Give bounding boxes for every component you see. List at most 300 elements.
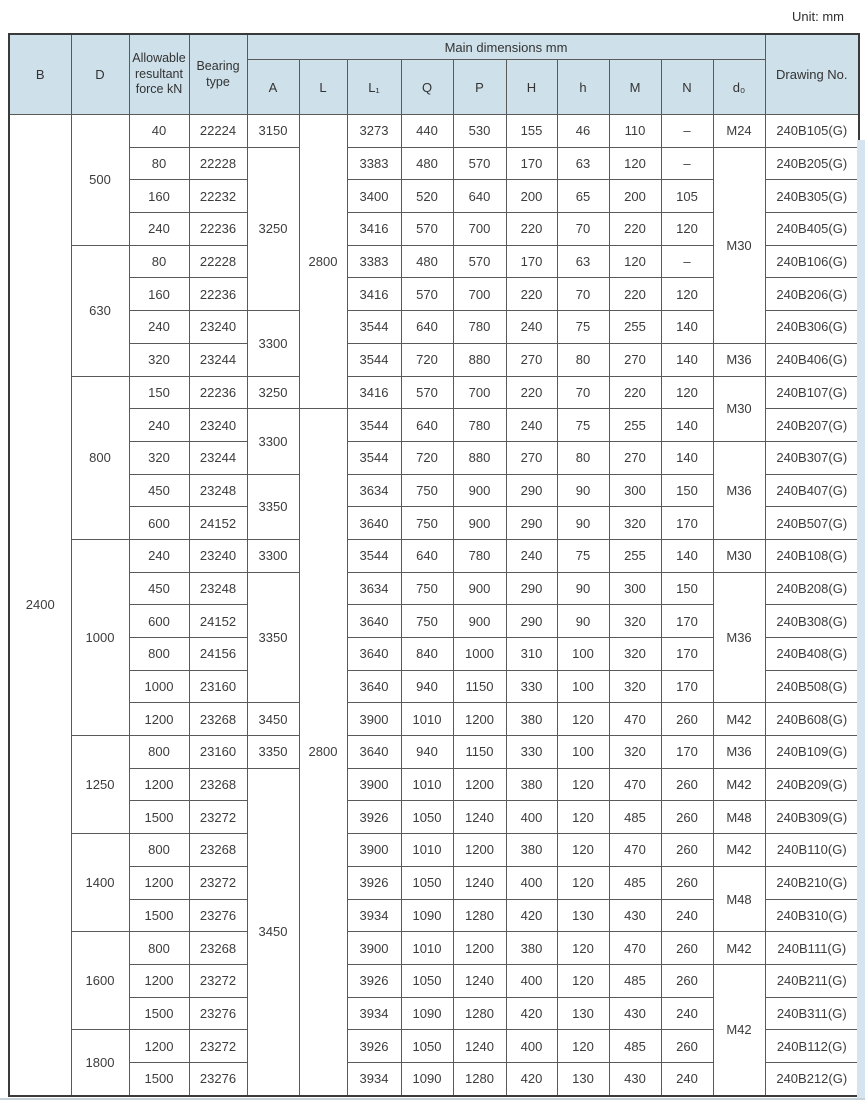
- cell-bearing-type: 23240: [189, 539, 247, 572]
- cell-force: 240: [129, 213, 189, 246]
- cell-h-lower: 90: [557, 605, 609, 638]
- cell-h-lower: 130: [557, 899, 609, 932]
- cell-bearing-type: 23276: [189, 997, 247, 1030]
- cell-a: 3250: [247, 376, 299, 409]
- cell-m: 270: [609, 441, 661, 474]
- cell-n: 140: [661, 409, 713, 442]
- cell-p: 1240: [453, 1030, 506, 1063]
- cell-m: 200: [609, 180, 661, 213]
- cell-force: 600: [129, 507, 189, 540]
- cell-l1: 3416: [347, 278, 401, 311]
- col-header-bearing-type: Bearing type: [189, 34, 247, 115]
- cell-h-upper: 270: [506, 441, 557, 474]
- cell-p: 700: [453, 278, 506, 311]
- cell-q: 1010: [401, 768, 453, 801]
- cell-drawing-no: 240B107(G): [765, 376, 859, 409]
- cell-drawing-no: 240B210(G): [765, 866, 859, 899]
- cell-bearing-type: 23272: [189, 801, 247, 834]
- cell-q: 570: [401, 213, 453, 246]
- cell-d: 1250: [71, 736, 129, 834]
- cell-h-lower: 70: [557, 213, 609, 246]
- cell-a: 3300: [247, 409, 299, 474]
- cell-m: 485: [609, 964, 661, 997]
- cell-p: 640: [453, 180, 506, 213]
- cell-h-lower: 130: [557, 997, 609, 1030]
- cell-l1: 3544: [347, 441, 401, 474]
- cell-d0: M24: [713, 115, 765, 148]
- cell-d0: M36: [713, 736, 765, 769]
- cell-n: 170: [661, 605, 713, 638]
- cell-h-upper: 270: [506, 343, 557, 376]
- cell-p: 1200: [453, 834, 506, 867]
- cell-force: 320: [129, 343, 189, 376]
- cell-m: 320: [609, 638, 661, 671]
- cell-bearing-type: 22224: [189, 115, 247, 148]
- table-row: [9, 441, 859, 474]
- cell-p: 700: [453, 213, 506, 246]
- cell-q: 750: [401, 474, 453, 507]
- cell-q: 1090: [401, 997, 453, 1030]
- cell-m: 320: [609, 605, 661, 638]
- cell-drawing-no: 240B309(G): [765, 801, 859, 834]
- cell-drawing-no: 240B508(G): [765, 670, 859, 703]
- cell-h-lower: 90: [557, 507, 609, 540]
- col-header-allowable-force: Allowable resultant force kN: [129, 34, 189, 115]
- cell-h-upper: 240: [506, 539, 557, 572]
- cell-h-upper: 400: [506, 866, 557, 899]
- table-row: [9, 147, 859, 180]
- cell-n: 150: [661, 474, 713, 507]
- cell-h-upper: 170: [506, 147, 557, 180]
- cell-l1: 3900: [347, 703, 401, 736]
- cell-h-lower: 100: [557, 670, 609, 703]
- cell-d0: M36: [713, 441, 765, 539]
- col-header-d: D: [71, 34, 129, 115]
- cell-n: 260: [661, 834, 713, 867]
- cell-p: 1240: [453, 866, 506, 899]
- cell-p: 1200: [453, 768, 506, 801]
- cell-n: 260: [661, 1030, 713, 1063]
- cell-n: 170: [661, 638, 713, 671]
- table-row: [9, 932, 859, 965]
- cell-a: 3150: [247, 115, 299, 148]
- cell-l1: 3383: [347, 245, 401, 278]
- cell-m: 120: [609, 245, 661, 278]
- table-row: [9, 572, 859, 605]
- cell-force: 1000: [129, 670, 189, 703]
- cell-l1: 3640: [347, 736, 401, 769]
- table-header: [9, 34, 859, 115]
- cell-h-upper: 330: [506, 736, 557, 769]
- cell-drawing-no: 240B407(G): [765, 474, 859, 507]
- cell-p: 880: [453, 441, 506, 474]
- cell-h-lower: 65: [557, 180, 609, 213]
- cell-h-lower: 100: [557, 736, 609, 769]
- cell-bearing-type: 22236: [189, 376, 247, 409]
- cell-h-upper: 400: [506, 964, 557, 997]
- cell-h-upper: 155: [506, 115, 557, 148]
- cell-n: 260: [661, 768, 713, 801]
- cell-bearing-type: 23160: [189, 736, 247, 769]
- cell-m: 485: [609, 801, 661, 834]
- cell-force: 150: [129, 376, 189, 409]
- cell-h-lower: 80: [557, 343, 609, 376]
- header-row-top: [9, 34, 859, 60]
- col-header-drawing-no: Drawing No.: [765, 34, 859, 115]
- table-row: [9, 736, 859, 769]
- cell-bearing-type: 23272: [189, 964, 247, 997]
- cell-force: 800: [129, 638, 189, 671]
- cell-q: 640: [401, 539, 453, 572]
- cell-force: 800: [129, 932, 189, 965]
- cell-l1: 3416: [347, 376, 401, 409]
- cell-m: 320: [609, 670, 661, 703]
- cell-p: 780: [453, 311, 506, 344]
- cell-d0: M48: [713, 866, 765, 931]
- cell-force: 800: [129, 736, 189, 769]
- cell-bearing-type: 22228: [189, 245, 247, 278]
- cell-drawing-no: 240B109(G): [765, 736, 859, 769]
- cell-d0: M30: [713, 376, 765, 441]
- table-body: [9, 115, 859, 1096]
- cell-d0: M42: [713, 768, 765, 801]
- cell-bearing-type: 23240: [189, 311, 247, 344]
- cell-l1: 3926: [347, 1030, 401, 1063]
- cell-h-upper: 200: [506, 180, 557, 213]
- cell-m: 255: [609, 409, 661, 442]
- cell-n: 260: [661, 703, 713, 736]
- cell-p: 1150: [453, 670, 506, 703]
- cell-h-lower: 120: [557, 801, 609, 834]
- cell-h-lower: 75: [557, 539, 609, 572]
- cell-bearing-type: 24152: [189, 605, 247, 638]
- cell-drawing-no: 240B307(G): [765, 441, 859, 474]
- cell-m: 320: [609, 736, 661, 769]
- cell-p: 900: [453, 507, 506, 540]
- cell-q: 720: [401, 441, 453, 474]
- cell-m: 110: [609, 115, 661, 148]
- cell-h-lower: 63: [557, 245, 609, 278]
- cell-p: 1150: [453, 736, 506, 769]
- cell-b: 2400: [9, 115, 71, 1096]
- col-header-l1: L₁: [347, 60, 401, 115]
- col-header-a: A: [247, 60, 299, 115]
- cell-q: 440: [401, 115, 453, 148]
- cell-h-lower: 120: [557, 703, 609, 736]
- col-header-h-upper: H: [506, 60, 557, 115]
- cell-bearing-type: 23268: [189, 768, 247, 801]
- cell-p: 1000: [453, 638, 506, 671]
- cell-n: 260: [661, 801, 713, 834]
- cell-drawing-no: 240B208(G): [765, 572, 859, 605]
- cell-n: 140: [661, 539, 713, 572]
- cell-h-upper: 420: [506, 1062, 557, 1095]
- cell-force: 240: [129, 311, 189, 344]
- cell-l1: 3273: [347, 115, 401, 148]
- cell-p: 1200: [453, 932, 506, 965]
- cell-h-upper: 290: [506, 507, 557, 540]
- cell-p: 1240: [453, 801, 506, 834]
- cell-l1: 3640: [347, 670, 401, 703]
- cell-n: –: [661, 115, 713, 148]
- cell-h-lower: 120: [557, 964, 609, 997]
- table-row: [9, 343, 859, 376]
- cell-drawing-no: 240B405(G): [765, 213, 859, 246]
- cell-bearing-type: 23272: [189, 866, 247, 899]
- cell-m: 255: [609, 539, 661, 572]
- cell-l1: 3383: [347, 147, 401, 180]
- cell-q: 640: [401, 409, 453, 442]
- cell-h-upper: 290: [506, 572, 557, 605]
- col-header-m: M: [609, 60, 661, 115]
- col-header-l: L: [299, 60, 347, 115]
- cell-p: 880: [453, 343, 506, 376]
- col-header-p: P: [453, 60, 506, 115]
- cell-q: 570: [401, 376, 453, 409]
- col-header-d0: d₀: [713, 60, 765, 115]
- col-header-main-dimensions: Main dimensions mm: [247, 34, 765, 60]
- cell-a: 3350: [247, 474, 299, 539]
- cell-q: 1050: [401, 866, 453, 899]
- cell-bearing-type: 24156: [189, 638, 247, 671]
- cell-m: 300: [609, 572, 661, 605]
- cell-force: 1200: [129, 866, 189, 899]
- cell-q: 1050: [401, 1030, 453, 1063]
- cell-force: 160: [129, 278, 189, 311]
- cell-m: 320: [609, 507, 661, 540]
- cell-m: 470: [609, 703, 661, 736]
- cell-p: 900: [453, 572, 506, 605]
- cell-drawing-no: 240B111(G): [765, 932, 859, 965]
- cell-bearing-type: 23248: [189, 572, 247, 605]
- cell-h-upper: 380: [506, 703, 557, 736]
- cell-n: 170: [661, 736, 713, 769]
- cell-p: 1240: [453, 964, 506, 997]
- cell-n: 120: [661, 376, 713, 409]
- table-row: [9, 539, 859, 572]
- cell-m: 470: [609, 932, 661, 965]
- cell-m: 470: [609, 768, 661, 801]
- cell-n: 170: [661, 670, 713, 703]
- cell-l1: 3934: [347, 1062, 401, 1095]
- cell-l1: 3634: [347, 474, 401, 507]
- cell-force: 80: [129, 147, 189, 180]
- cell-drawing-no: 240B306(G): [765, 311, 859, 344]
- cell-h-upper: 400: [506, 801, 557, 834]
- cell-h-lower: 63: [557, 147, 609, 180]
- cell-d: 1400: [71, 834, 129, 932]
- cell-force: 320: [129, 441, 189, 474]
- cell-n: 120: [661, 213, 713, 246]
- cell-l1: 3926: [347, 964, 401, 997]
- cell-force: 240: [129, 539, 189, 572]
- cell-n: 150: [661, 572, 713, 605]
- cell-q: 750: [401, 572, 453, 605]
- cell-drawing-no: 240B311(G): [765, 997, 859, 1030]
- table-row: [9, 834, 859, 867]
- cell-m: 485: [609, 866, 661, 899]
- cell-drawing-no: 240B207(G): [765, 409, 859, 442]
- cell-p: 780: [453, 539, 506, 572]
- cell-drawing-no: 240B308(G): [765, 605, 859, 638]
- cell-m: 470: [609, 834, 661, 867]
- cell-d0: M42: [713, 834, 765, 867]
- table-row: [9, 768, 859, 801]
- cell-h-lower: 120: [557, 834, 609, 867]
- cell-l1: 3934: [347, 997, 401, 1030]
- cell-bearing-type: 23268: [189, 834, 247, 867]
- cell-drawing-no: 240B507(G): [765, 507, 859, 540]
- cell-force: 1500: [129, 801, 189, 834]
- cell-h-upper: 420: [506, 899, 557, 932]
- cell-n: 170: [661, 507, 713, 540]
- cell-force: 1200: [129, 964, 189, 997]
- cell-p: 1200: [453, 703, 506, 736]
- cell-a: 3350: [247, 736, 299, 769]
- cell-bearing-type: 23276: [189, 899, 247, 932]
- cell-p: 1280: [453, 899, 506, 932]
- cell-force: 1500: [129, 899, 189, 932]
- cell-l1: 3634: [347, 572, 401, 605]
- cell-bearing-type: 23244: [189, 441, 247, 474]
- cell-l1: 3640: [347, 638, 401, 671]
- cell-force: 800: [129, 834, 189, 867]
- cell-m: 220: [609, 213, 661, 246]
- cell-h-upper: 290: [506, 605, 557, 638]
- cell-q: 1090: [401, 1062, 453, 1095]
- cell-q: 520: [401, 180, 453, 213]
- cell-p: 1280: [453, 1062, 506, 1095]
- cell-drawing-no: 240B212(G): [765, 1062, 859, 1095]
- cell-m: 220: [609, 376, 661, 409]
- cell-q: 750: [401, 507, 453, 540]
- col-header-h-lower: h: [557, 60, 609, 115]
- cell-h-lower: 70: [557, 376, 609, 409]
- cell-force: 1200: [129, 703, 189, 736]
- cell-l1: 3900: [347, 932, 401, 965]
- cell-m: 430: [609, 1062, 661, 1095]
- cell-l1: 3544: [347, 409, 401, 442]
- cell-m: 485: [609, 1030, 661, 1063]
- cell-q: 1010: [401, 834, 453, 867]
- cell-m: 220: [609, 278, 661, 311]
- cell-drawing-no: 240B406(G): [765, 343, 859, 376]
- col-header-q: Q: [401, 60, 453, 115]
- cell-bearing-type: 23272: [189, 1030, 247, 1063]
- cell-a: 3300: [247, 539, 299, 572]
- cell-p: 900: [453, 605, 506, 638]
- cell-m: 270: [609, 343, 661, 376]
- cell-drawing-no: 240B209(G): [765, 768, 859, 801]
- cell-n: 260: [661, 964, 713, 997]
- cell-d0: M42: [713, 964, 765, 1095]
- cell-l1: 3544: [347, 539, 401, 572]
- cell-q: 840: [401, 638, 453, 671]
- cell-n: 140: [661, 343, 713, 376]
- cell-d0: M48: [713, 801, 765, 834]
- page-edge-strip: [857, 140, 865, 1100]
- cell-h-upper: 400: [506, 1030, 557, 1063]
- cell-h-upper: 220: [506, 376, 557, 409]
- cell-force: 240: [129, 409, 189, 442]
- cell-d: 1000: [71, 539, 129, 735]
- cell-h-lower: 46: [557, 115, 609, 148]
- cell-d: 1600: [71, 932, 129, 1030]
- cell-m: 300: [609, 474, 661, 507]
- cell-bearing-type: 22236: [189, 213, 247, 246]
- cell-n: 240: [661, 997, 713, 1030]
- cell-p: 570: [453, 147, 506, 180]
- table-row: [9, 115, 859, 148]
- cell-h-lower: 120: [557, 866, 609, 899]
- cell-l1: 3900: [347, 834, 401, 867]
- cell-n: 240: [661, 899, 713, 932]
- cell-p: 780: [453, 409, 506, 442]
- cell-q: 1010: [401, 703, 453, 736]
- cell-drawing-no: 240B110(G): [765, 834, 859, 867]
- cell-drawing-no: 240B206(G): [765, 278, 859, 311]
- cell-d: 800: [71, 376, 129, 539]
- cell-force: 1500: [129, 997, 189, 1030]
- cell-p: 900: [453, 474, 506, 507]
- cell-d0: M42: [713, 703, 765, 736]
- cell-d: 500: [71, 115, 129, 246]
- cell-h-upper: 220: [506, 278, 557, 311]
- cell-l1: 3926: [347, 866, 401, 899]
- cell-bearing-type: 23160: [189, 670, 247, 703]
- cell-q: 640: [401, 311, 453, 344]
- cell-n: 105: [661, 180, 713, 213]
- cell-h-lower: 120: [557, 1030, 609, 1063]
- cell-p: 530: [453, 115, 506, 148]
- cell-d0: M36: [713, 572, 765, 703]
- cell-a: 3450: [247, 703, 299, 736]
- cell-drawing-no: 240B205(G): [765, 147, 859, 180]
- cell-h-upper: 380: [506, 932, 557, 965]
- cell-d0: M42: [713, 932, 765, 965]
- cell-force: 1500: [129, 1062, 189, 1095]
- cell-l1: 3900: [347, 768, 401, 801]
- cell-m: 120: [609, 147, 661, 180]
- cell-drawing-no: 240B310(G): [765, 899, 859, 932]
- cell-bearing-type: 23268: [189, 703, 247, 736]
- cell-h-upper: 330: [506, 670, 557, 703]
- cell-n: –: [661, 147, 713, 180]
- cell-bearing-type: 23240: [189, 409, 247, 442]
- cell-h-upper: 240: [506, 409, 557, 442]
- cell-d: 630: [71, 245, 129, 376]
- cell-h-lower: 90: [557, 474, 609, 507]
- cell-h-lower: 80: [557, 441, 609, 474]
- cell-q: 1050: [401, 964, 453, 997]
- cell-h-lower: 90: [557, 572, 609, 605]
- cell-l1: 3934: [347, 899, 401, 932]
- cell-q: 570: [401, 278, 453, 311]
- cell-m: 255: [609, 311, 661, 344]
- cell-l1: 3400: [347, 180, 401, 213]
- cell-h-upper: 240: [506, 311, 557, 344]
- cell-h-lower: 75: [557, 311, 609, 344]
- cell-force: 450: [129, 572, 189, 605]
- cell-bearing-type: 23244: [189, 343, 247, 376]
- cell-l1: 3544: [347, 311, 401, 344]
- cell-bearing-type: 22228: [189, 147, 247, 180]
- table-row: [9, 376, 859, 409]
- cell-bearing-type: 22236: [189, 278, 247, 311]
- cell-n: 120: [661, 278, 713, 311]
- cell-p: 570: [453, 245, 506, 278]
- cell-drawing-no: 240B106(G): [765, 245, 859, 278]
